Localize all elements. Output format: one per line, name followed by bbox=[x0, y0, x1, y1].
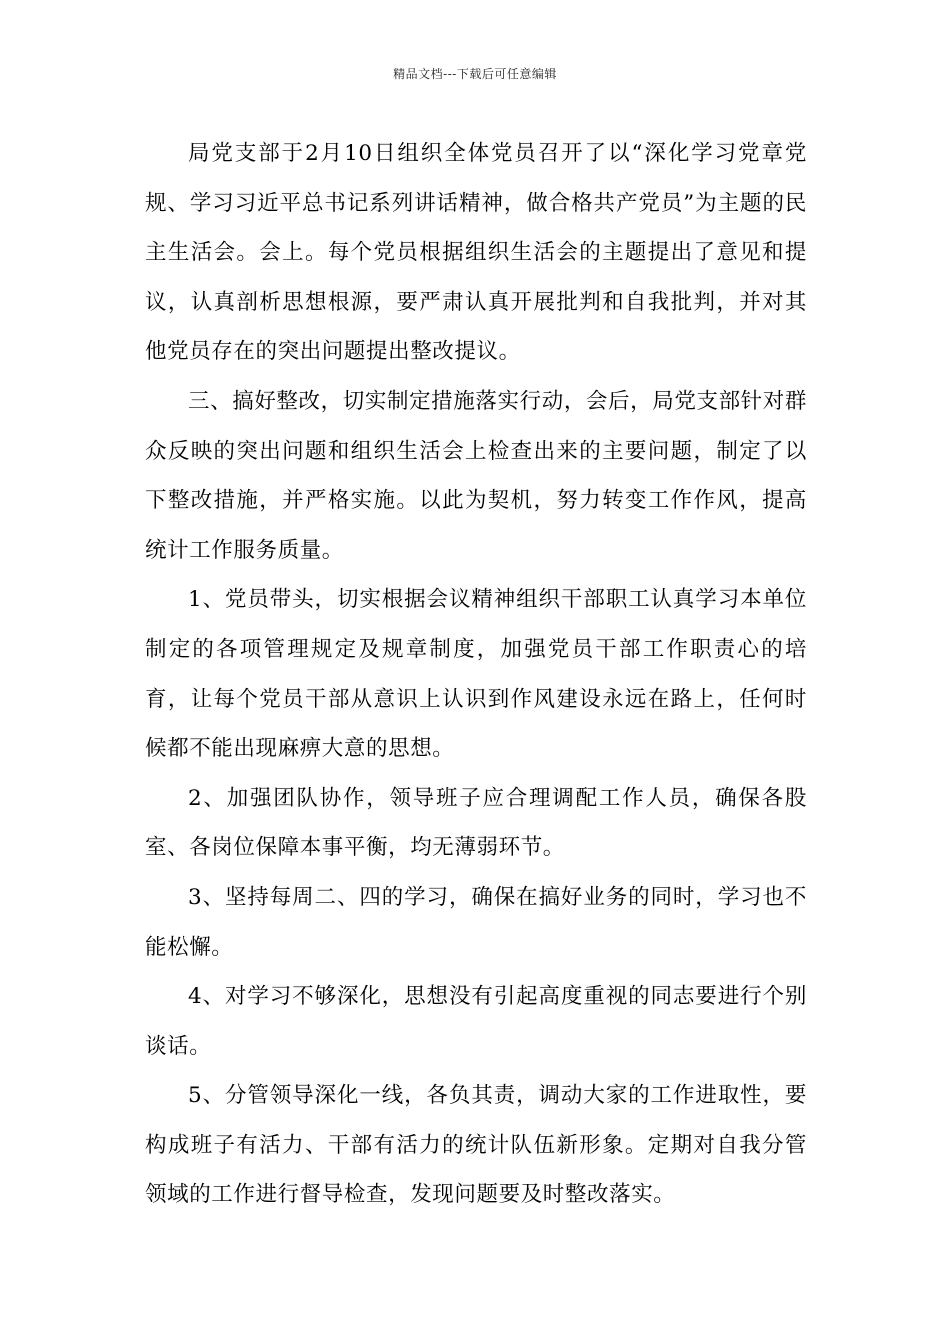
paragraph-democratic-meeting: 局党支部于2月10日组织全体党员召开了以“深化学习党章党规、学习习近平总书记系列讲话精神，做合格共产党员”为主题的民主生活会。会上。每个党员根据组织生活会的主题提出了意见和提议，认真剖析思想根源，要严肃认真开展批判和自我批判，并对其他党员存在的突出问题提出整改提议。 bbox=[145, 141, 807, 365]
paragraph-item-2: 2、加强团队协作，领导班子应合理调配工作人员，确保各股室、各岗位保障本事平衡，均无薄弱环节。 bbox=[145, 785, 807, 861]
paragraph-section-three: 三、搞好整改，切实制定措施落实行动，会后，局党支部针对群众反映的突出问题和组织生活会上检查出来的主要问题，制定了以下整改措施，并严格实施。以此为契机，努力转变工作作风，提高统计工作服务质量。 bbox=[145, 388, 807, 563]
page-header: 精品文档---下载后可任意编辑 bbox=[393, 67, 557, 81]
paragraph-item-4: 4、对学习不够深化，思想没有引起高度重视的同志要进行个别谈话。 bbox=[145, 984, 807, 1059]
paragraph-item-3: 3、坚持每周二、四的学习，确保在搞好业务的同时，学习也不能松懈。 bbox=[145, 884, 807, 960]
paragraph-item-1: 1、党员带头，切实根据会议精神组织干部职工认真学习本单位制定的各项管理规定及规章制度，加强党员干部工作职责心的培育，让每个党员干部从意识上认识到作风建设永远在路上，任何时候都不能出现麻痹大意的思想。 bbox=[145, 587, 807, 762]
document-body bbox=[145, 129, 807, 1220]
paragraph-item-5: 5、分管领导深化一线，各负其责，调动大家的工作进取性，要构成班子有活力、干部有活力的统计队伍新形象。定期对自我分管领域的工作进行督导检查，发现问题要及时整改落实。 bbox=[145, 1083, 807, 1208]
